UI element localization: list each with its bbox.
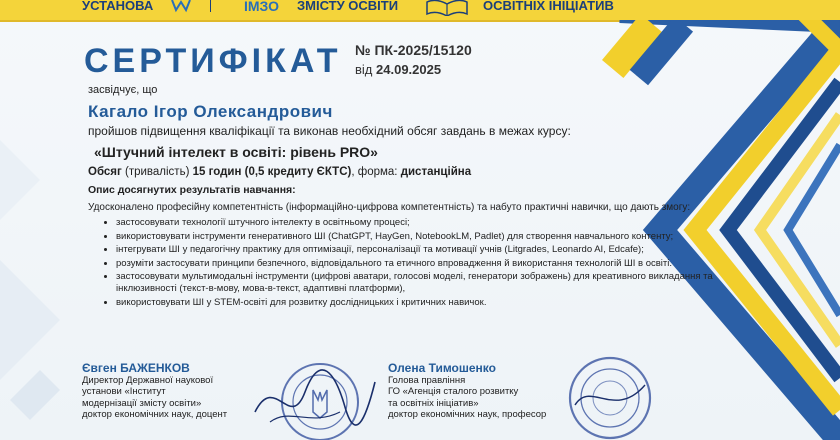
certificate-body [88, 84, 768, 310]
list-item: • використовувати інструменти генеративного ШІ (ChatGPT, HayGen, NotebookLM, Padlet) для створення навчального контенту; [116, 231, 768, 243]
signer-line: ГО «Агенція сталого розвитку [388, 386, 519, 397]
header-org2: ІМЗО [244, 0, 280, 14]
date-prefix: від [355, 62, 373, 77]
signer-line: доктор економічних наук, доцент [82, 409, 228, 420]
signature-stamp-1-icon [250, 352, 380, 440]
certificate-date: 24.09.2025 [376, 62, 442, 77]
certificate-number: № ПК-2025/15120 [355, 42, 472, 58]
signer-line: доктор економічних наук, професор [388, 409, 547, 420]
form-label: , форма: [351, 166, 398, 178]
skills-list [88, 217, 768, 308]
signer-line: та освітніх ініціатив» [388, 397, 479, 409]
certifies-text: засвідчує, що [88, 84, 158, 96]
outcomes-intro: Удосконалено професійну компетентність (інформаційно-цифрова компетентність) та набуто практичні навички, що дають змогу: [88, 202, 691, 213]
volume-value: 15 годин (0,5 кредиту ЄКТС) [192, 166, 352, 178]
recipient-name: Кагало Ігор Олександрович [88, 102, 333, 121]
header-separator [210, 0, 211, 12]
certificate-date-line [355, 62, 441, 77]
signer-name: Євген БАЖЕНКОВ [82, 361, 190, 375]
signer-line: установи «Інститут [82, 386, 166, 397]
certificate-title: СЕРТИФІКАТ [84, 42, 342, 80]
list-item: • інтегрувати ШІ у педагогічну практику для оптимізації, персоналізації та мотивації учнів (Litgrades, Leonardo AI, Edcafe); [116, 244, 768, 256]
header-org1: УСТАНОВА [82, 0, 154, 13]
signer-name: Олена Тимошенко [388, 361, 496, 375]
left-corner-decoration [0, 20, 90, 440]
outcomes-heading: Опис досягнутих результатів навчання: [88, 184, 296, 196]
course-title: «Штучний інтелект в освіті: рівень PRO» [94, 144, 378, 160]
list-item: • застосовувати мультимодальні інструменти (цифрові аватари, голосові моделі, генератори зображень) для креативного викладання та інклюзивності (текст-в-мову, мова-в-текст, адаптивні платформи), [116, 271, 768, 294]
list-item: • застосовувати технології штучного інтелекту в освітньому процесі; [116, 217, 768, 229]
organization-stamp-icon [555, 350, 665, 440]
signer-line: Директор Державної наукової [82, 374, 214, 386]
form-value: дистанційна [400, 166, 472, 178]
completion-text: пройшов підвищення кваліфікації та виконав необхідний обсяг завдань в межах курсу: [88, 124, 571, 138]
volume-label: Обсяг [88, 166, 122, 178]
volume-line [88, 166, 768, 178]
header-org3: ЗМІСТУ ОСВІТИ [297, 0, 399, 13]
trident-logo-icon [168, 0, 194, 14]
book-logo-icon [425, 0, 469, 16]
list-item: • розуміти застосувати принципи безпечного, відповідального та етичного впровадження й використання технологій ШІ в освіті. [116, 258, 768, 270]
volume-paren: (тривалість) [125, 166, 190, 178]
list-item: • використовувати ШІ у STEM-освіті для розвитку дослідницьких і критичних навичок. [116, 297, 768, 309]
signer-line: Голова правління [388, 374, 466, 386]
header-org4: ОСВІТНІХ ІНІЦІАТИВ [483, 0, 614, 13]
signer-line: модернізації змісту освіти» [82, 397, 202, 409]
signer-chair [388, 363, 568, 421]
